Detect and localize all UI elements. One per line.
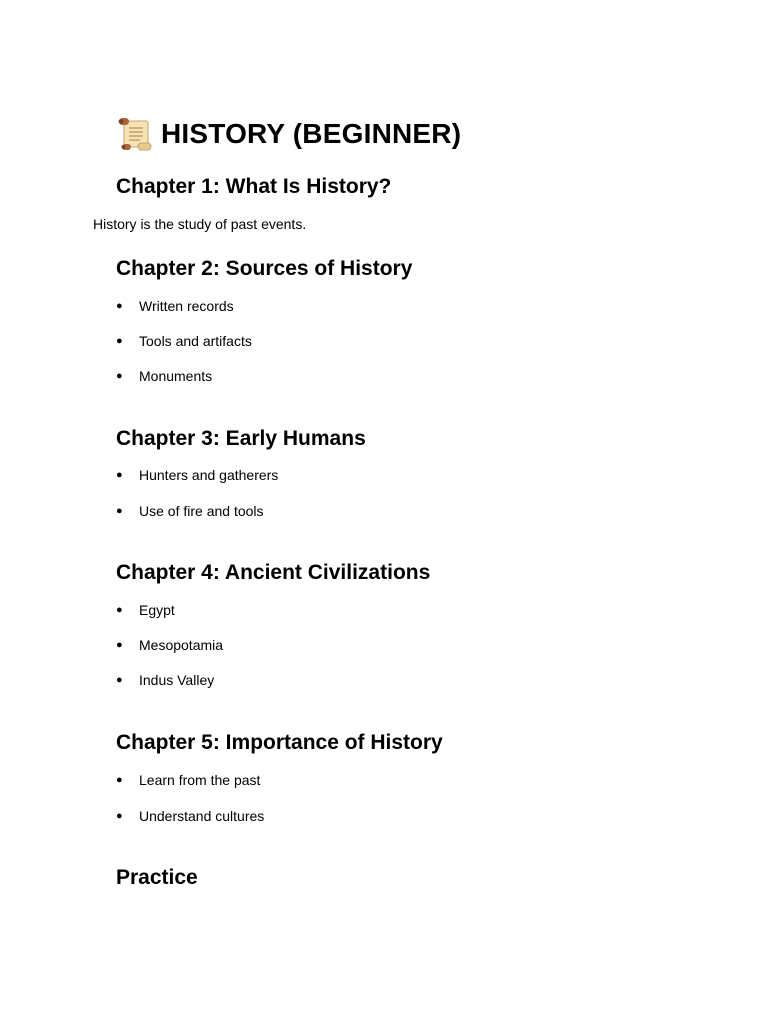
document-title: HISTORY (BEGINNER) <box>161 118 462 149</box>
list-item <box>116 367 212 385</box>
scroll-icon <box>116 115 154 153</box>
bullet-icon: ● <box>116 300 123 312</box>
chapter-4-heading: Chapter 4: Ancient Civilizations <box>116 561 431 584</box>
list-item-text: Written records <box>139 298 234 314</box>
list-item <box>116 297 234 315</box>
list-item-text: Tools and artifacts <box>139 333 252 349</box>
list-item-text: Monuments <box>139 368 213 384</box>
list-item <box>116 502 264 520</box>
list-item <box>116 671 214 689</box>
chapter-3-heading: Chapter 3: Early Humans <box>116 427 366 450</box>
list-item <box>116 636 223 654</box>
list-item-text: Hunters and gatherers <box>139 467 279 483</box>
list-item <box>116 332 252 350</box>
chapter-1-heading: Chapter 1: What Is History? <box>116 175 392 198</box>
document-title-row <box>116 114 461 154</box>
list-item-text: Use of fire and tools <box>139 503 264 519</box>
list-item <box>116 601 175 619</box>
bullet-icon: ● <box>116 370 123 382</box>
bullet-icon: ● <box>116 639 123 651</box>
bullet-icon: ● <box>116 674 123 686</box>
chapter-2-heading: Chapter 2: Sources of History <box>116 257 413 280</box>
bullet-icon: ● <box>116 335 123 347</box>
bullet-icon: ● <box>116 469 123 481</box>
bullet-icon: ● <box>116 604 123 616</box>
chapter-1-text: History is the study of past events. <box>93 216 307 232</box>
list-item <box>116 807 264 825</box>
list-item-text: Egypt <box>139 602 175 618</box>
list-item-text: Mesopotamia <box>139 637 224 653</box>
bullet-icon: ● <box>116 774 123 786</box>
list-item <box>116 771 260 789</box>
bullet-icon: ● <box>116 505 123 517</box>
list-item <box>116 466 278 484</box>
list-item-text: Learn from the past <box>139 772 261 788</box>
bullet-icon: ● <box>116 810 123 822</box>
chapter-5-heading: Chapter 5: Importance of History <box>116 731 443 754</box>
practice-heading: Practice <box>116 866 198 889</box>
list-item-text: Indus Valley <box>139 672 215 688</box>
list-item-text: Understand cultures <box>139 808 265 824</box>
